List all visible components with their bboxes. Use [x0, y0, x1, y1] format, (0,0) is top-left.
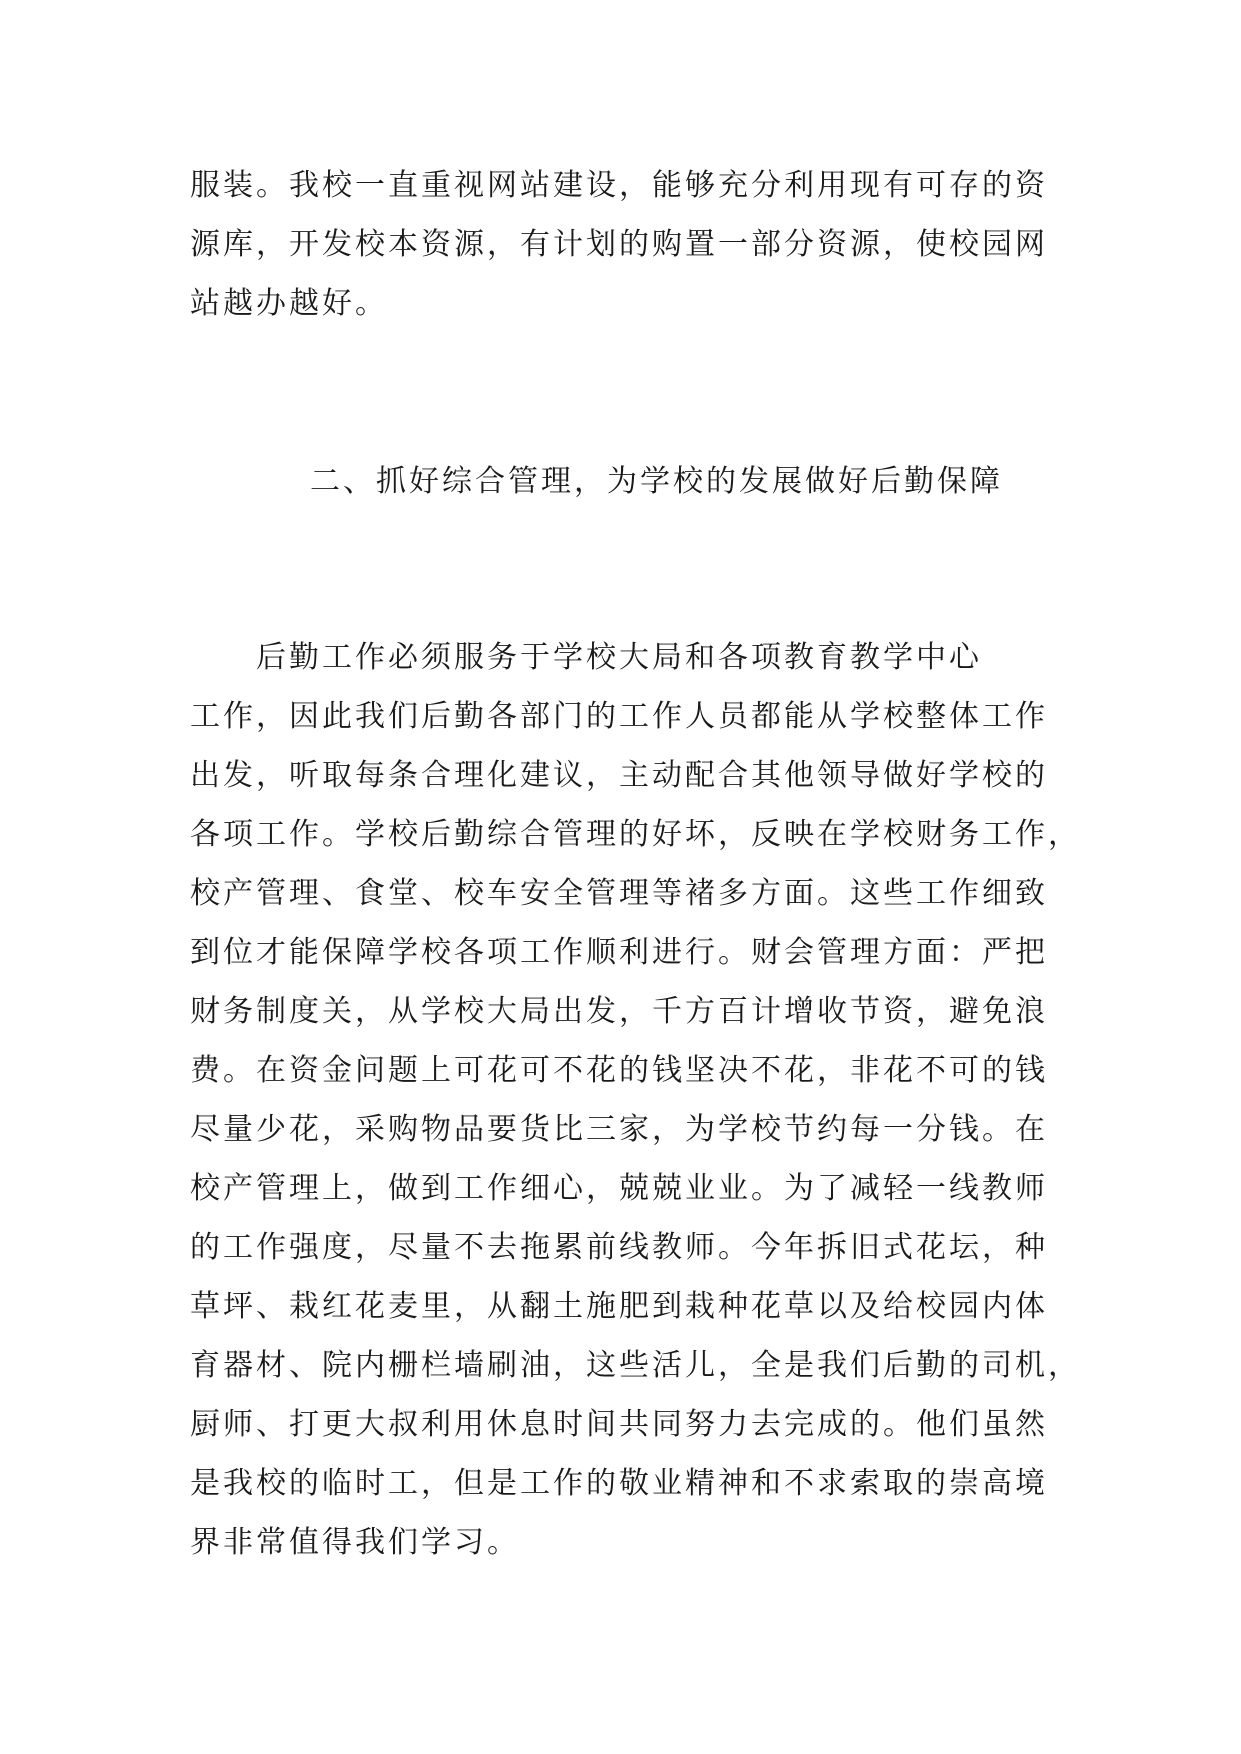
text-line: 是我校的临时工，但是工作的敬业精神和不求索取的崇高境 [190, 1466, 1048, 1501]
text-line: 草坪、栽红花麦里，从翻土施肥到栽种花草以及给校园内体 [190, 1289, 1048, 1324]
text-line: 出发，听取每条合理化建议，主动配合其他领导做好学校的 [190, 758, 1048, 793]
text-line: 到位才能保障学校各项工作顺利进行。财会管理方面：严把 [190, 935, 1048, 970]
text-line: 后勤工作必须服务于学校大局和各项教育教学中心 [190, 640, 982, 675]
text-line: 育器材、院内栅栏墙刷油，这些活儿，全是我们后勤的司机， [190, 1348, 1081, 1383]
text-line: 费。在资金问题上可花可不花的钱坚决不花，非花不可的钱 [190, 1053, 1048, 1088]
text-line: 校产管理、食堂、校车安全管理等褚多方面。这些工作细致 [190, 876, 1048, 911]
paragraph-logistics [190, 628, 1081, 1572]
text-line: 的工作强度，尽量不去拖累前线教师。今年拆旧式花坛，种 [190, 1230, 1048, 1265]
text-line: 校产管理上，做到工作细心，兢兢业业。为了减轻一线教师 [190, 1171, 1048, 1206]
text-line: 厨师、打更大叔利用休息时间共同努力去完成的。他们虽然 [190, 1407, 1048, 1442]
text-line: 财务制度关，从学校大局出发，千方百计增收节资，避免浪 [190, 994, 1048, 1029]
text-line: 服装。我校一直重视网站建设，能够充分利用现有可存的资 [190, 168, 1048, 203]
text-line: 尽量少花，采购物品要货比三家，为学校节约每一分钱。在 [190, 1112, 1048, 1147]
text-line: 站越办越好。 [190, 286, 388, 321]
text-line: 源库，开发校本资源，有计划的购置一部分资源，使校园网 [190, 227, 1048, 262]
section-heading: 二、抓好综合管理，为学校的发展做好后勤保障 [310, 464, 1003, 499]
text-line: 各项工作。学校后勤综合管理的好坏，反映在学校财务工作， [190, 817, 1081, 852]
text-line: 界非常值得我们学习。 [190, 1525, 520, 1560]
paragraph-continued [190, 156, 1060, 333]
text-line: 工作，因此我们后勤各部门的工作人员都能从学校整体工作 [190, 699, 1048, 734]
